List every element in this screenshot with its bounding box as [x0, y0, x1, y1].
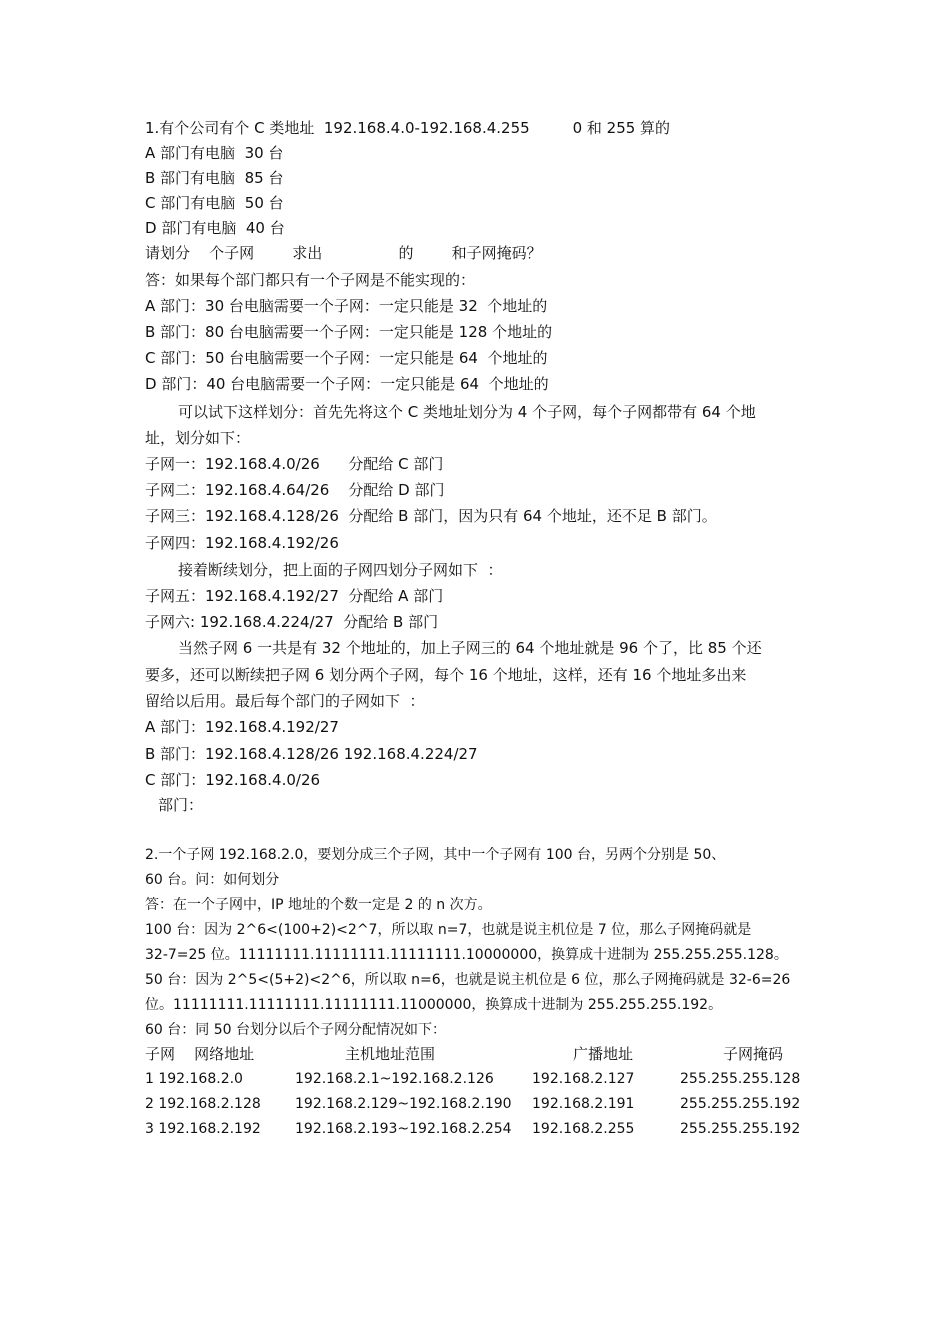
- header-mask: 子网掩码: [723, 1045, 784, 1063]
- cell-host-range: 192.168.2.1~192.168.2.126: [295, 1071, 494, 1087]
- q1-subnet-6: 子网六: 192.168.4.224/27 分配给 B 部门: [145, 613, 439, 631]
- q1-final-b: B 部门：192.168.4.128/26 192.168.4.224/27: [145, 745, 478, 763]
- q1-question: 请划分 个子网 求出 的 和子网掩码？: [145, 244, 542, 262]
- cell-host-range: 192.168.2.129~192.168.2.190: [295, 1096, 512, 1112]
- q1-subnet-2: 子网二：192.168.4.64/26 分配给 D 部门: [145, 481, 445, 499]
- q1-note-para-cont1: 要多，还可以断续把子网 6 划分两个子网，每个 16 个地址，这样，还有 16 个地址多出来: [145, 666, 747, 684]
- cell-network: 2 192.168.2.128: [145, 1096, 261, 1112]
- q1-answer-b: B 部门：80 台电脑需要一个子网：一定只能是 128 个地址的: [145, 323, 553, 341]
- q1-subnet-3: 子网三：192.168.4.128/26 分配给 B 部门，因为只有 64 个地址，还不足 B 部门。: [145, 507, 717, 525]
- cell-network: 3 192.168.2.192: [145, 1121, 261, 1137]
- q2-title: 2.一个子网 192.168.2.0，要划分成三个子网，其中一个子网有 100 台，另两个分别是 50、: [145, 847, 726, 863]
- q2-title-cont: 60 台。问：如何划分: [145, 872, 280, 888]
- header-host-range: 主机地址范围: [345, 1045, 436, 1063]
- q1-plan-para-cont: 址，划分如下：: [145, 429, 251, 447]
- cell-mask: 255.255.255.192: [680, 1096, 801, 1112]
- q1-plan-para: 可以试下这样划分：首先先将这个 C 类地址划分为 4 个子网，每个子网都带有 64 个地: [178, 403, 756, 421]
- q1-note-para: 当然子网 6 一共是有 32 个地址的，加上子网三的 64 个地址就是 96 个了，比 85 个还: [178, 639, 762, 657]
- cell-host-range: 192.168.2.193~192.168.2.254: [295, 1121, 512, 1137]
- q1-final-a: A 部门：192.168.4.192/27: [145, 718, 339, 736]
- q1-dept-a: A 部门有电脑 30 台: [145, 144, 284, 162]
- cell-broadcast: 192.168.2.255: [532, 1121, 635, 1137]
- q1-final-c: C 部门：192.168.4.0/26: [145, 771, 321, 789]
- q2-100-calc-cont: 32-7=25 位。11111111.11111111.11111111.10000000，换算成十进制为 255.255.255.128。: [145, 947, 788, 963]
- q1-title: 1.有个公司有个 C 类地址 192.168.4.0-192.168.4.255 0 和 255 算的: [145, 119, 671, 137]
- q2-answer-intro: 答：在一个子网中，IP 地址的个数一定是 2 的 n 次方。: [145, 897, 492, 913]
- q1-dept-d: D 部门有电脑 40 台: [145, 219, 285, 237]
- table-row: [145, 1119, 801, 1239]
- q2-60-calc: 60 台：同 50 台划分以后个子网分配情况如下：: [145, 1022, 446, 1038]
- q1-answer-intro: 答：如果每个部门都只有一个子网是不能实现的：: [145, 271, 476, 289]
- q2-100-calc: 100 台：因为 2^6<(100+2)<2^7，所以取 n=7，也就是说主机位是 7 位，那么子网掩码就是: [145, 922, 752, 938]
- q2-50-calc: 50 台：因为 2^5<(5+2)<2^6，所以取 n=6，也就是说主机位是 6 位，那么子网掩码就是 32-6=26: [145, 972, 791, 988]
- header-broadcast: 广播地址: [573, 1045, 634, 1063]
- q2-50-calc-cont: 位。11111111.11111111.11111111.11000000，换算成十进制为 255.255.255.192。: [145, 997, 723, 1013]
- q1-final-d: 部门：: [158, 796, 204, 814]
- q1-answer-a: A 部门：30 台电脑需要一个子网：一定只能是 32 个地址的: [145, 297, 548, 315]
- q1-subnet-4: 子网四：192.168.4.192/26: [145, 534, 339, 552]
- cell-mask: 255.255.255.192: [680, 1121, 801, 1137]
- cell-broadcast: 192.168.2.191: [532, 1096, 635, 1112]
- cell-broadcast: 192.168.2.127: [532, 1071, 635, 1087]
- cell-network: 1 192.168.2.0: [145, 1071, 243, 1087]
- q1-subnet-5: 子网五：192.168.4.192/27 分配给 A 部门: [145, 587, 444, 605]
- q1-subnet-1: 子网一：192.168.4.0/26 分配给 C 部门: [145, 455, 444, 473]
- cell-mask: 255.255.255.128: [680, 1071, 801, 1087]
- q1-dept-c: C 部门有电脑 50 台: [145, 194, 284, 212]
- q1-continue-para: 接着断续划分，把上面的子网四划分子网如下 ：: [178, 561, 503, 579]
- q1-note-para-cont2: 留给以后用。最后每个部门的子网如下 ：: [145, 692, 425, 710]
- q1-dept-b: B 部门有电脑 85 台: [145, 169, 284, 187]
- header-subnet-network: 子网 网络地址: [145, 1045, 255, 1063]
- q1-answer-d: D 部门：40 台电脑需要一个子网：一定只能是 64 个地址的: [145, 375, 549, 393]
- q1-answer-c: C 部门：50 台电脑需要一个子网：一定只能是 64 个地址的: [145, 349, 548, 367]
